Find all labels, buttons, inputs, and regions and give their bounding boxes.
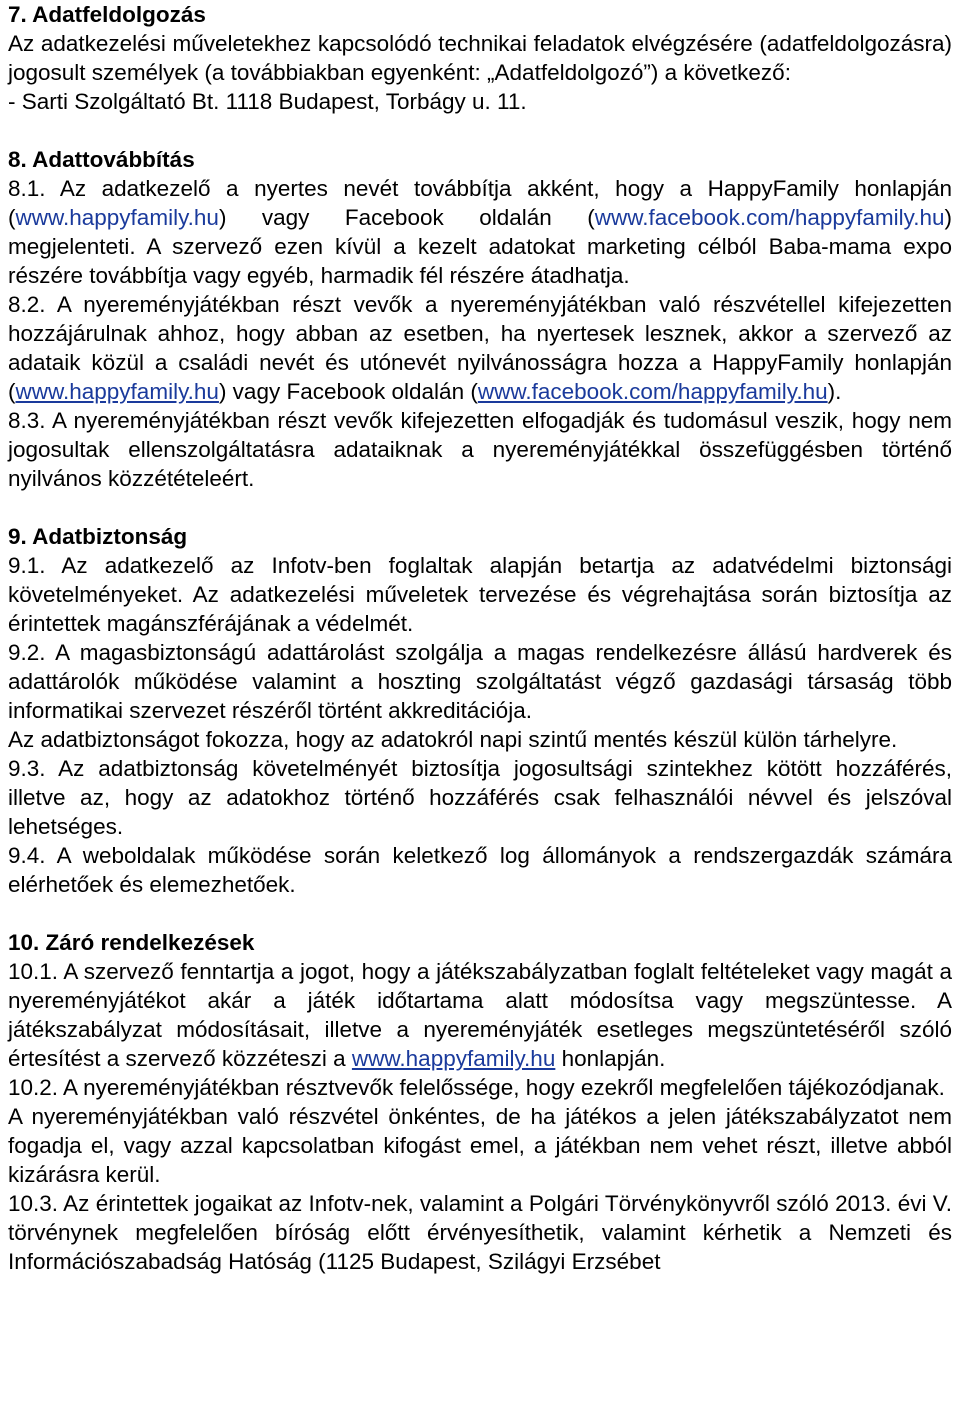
- text-segment: 8.1. Az adatkezelő a nyertes nevét továbbítja akként, hogy a HappyFamily honlapján (: [8, 176, 952, 230]
- document-page: [8, 0, 952, 1276]
- section-8-3-paragraph: 8.3. A nyereményjátékban részt vevők kifejezetten elfogadják és tudomásul veszik, hogy nem jogosultak ellenszolgáltatásra adataiknak a nyereményjátékkal összefüggésben történő nyilvános közzétételeért.: [8, 408, 952, 491]
- text-segment: ) vagy Facebook oldalán (: [218, 379, 478, 404]
- section-9-2-backup-paragraph: Az adatbiztonságot fokozza, hogy az adatokról napi szintű mentés készül külön tárhelyre.: [8, 727, 898, 752]
- section-8-heading: 8. Adattovábbítás: [8, 147, 195, 172]
- section-10-3-paragraph: 10.3. Az érintettek jogaikat az Infotv-nek, valamint a Polgári Törvénykönyvről szóló 2013. évi V. törvénynek megfelelően bíróság előtt érvényesíthetik, valamint kérhetik a Nemzeti és Információszabadság Hatóság (1125 Budapest, Szilágyi Erzsébet: [8, 1191, 952, 1274]
- section-7-paragraph: Az adatkezelési műveletekhez kapcsolódó technikai feladatok elvégzésére (adatfeldolgozásra) jogosult személyek (a továbbiakban egyenként: „Adatfeldolgozó”) a következő:: [8, 31, 952, 85]
- happyfamily-link[interactable]: www.happyfamily.hu: [351, 1046, 556, 1071]
- section-9-3-paragraph: 9.3. Az adatbiztonság követelményét biztosítja jogosultsági szintekhez kötött hozzáférés, illetve az, hogy az adatokhoz történő hozzáférés csak felhasználói névvel és jelszóval lehetséges.: [8, 756, 952, 839]
- section-9-1-paragraph: 9.1. Az adatkezelő az Infotv-ben foglaltak alapján betartja az adatvédelmi biztonsági követelményeket. Az adatkezelési műveletek tervezése és végrehajtása során biztosítja az érintettek magánszférájának a védelmét.: [8, 553, 952, 636]
- section-7-processor-item: - Sarti Szolgáltató Bt. 1118 Budapest, Torbágy u. 11.: [8, 89, 527, 114]
- text-segment: 8.2. A nyereményjátékban részt vevők a nyereményjátékban való részvétellel kifejezetten hozzájárulnak ahhoz, hogy abban az esetben, ha nyertesek lesznek, akkor a szervező az adataik közül a családi nevét és utónevét nyilvánosságra hozza a HappyFamily honlapján (: [8, 292, 952, 404]
- section-7-heading: 7. Adatfeldolgozás: [8, 2, 206, 27]
- facebook-link[interactable]: www.facebook.com/happyfamily.hu: [594, 205, 945, 230]
- section-10-heading: 10. Záró rendelkezések: [8, 930, 255, 955]
- text-segment: ) vagy Facebook oldalán (: [218, 205, 595, 230]
- section-8-2-paragraph: [8, 290, 952, 406]
- section-8-1-paragraph: [8, 174, 952, 290]
- spacer: [8, 899, 952, 928]
- section-9-2-paragraph: 9.2. A magasbiztonságú adattárolást szolgálja a magas rendelkezésre állású hardverek és adattárolók működése valamint a hoszting szolgáltatást végző gazdasági társaság több informatikai szervezet részéről történt akkreditációja.: [8, 640, 952, 723]
- happyfamily-link[interactable]: www.happyfamily.hu: [15, 379, 219, 404]
- spacer: [8, 116, 952, 145]
- section-9-4-paragraph: 9.4. A weboldalak működése során keletkező log állományok a rendszergazdák számára elérhetőek és elemezhetőek.: [8, 843, 952, 897]
- text-segment: honlapján.: [555, 1046, 666, 1071]
- text-segment: 10.1. A szervező fenntartja a jogot, hogy a játékszabályzatban foglalt feltételeket vagy magát a nyereményjátékot akár a játék időtartama alatt módosítsa vagy megszüntesse. A játékszabályzat módosításait, illetve a nyereményjáték esetleges megszüntetéséről szóló értesítést a szervező közzéteszi a: [8, 959, 952, 1071]
- section-9-heading: 9. Adatbiztonság: [8, 524, 188, 549]
- text-segment: ).: [827, 379, 842, 404]
- section-10-2-participation-paragraph: A nyereményjátékban való részvétel önkéntes, de ha játékos a jelen játékszabályzatot nem fogadja el, vagy azzal kapcsolatban kifogást emel, a játékban nem vehet részt, illetve abból kizárásra kerül.: [8, 1104, 952, 1187]
- section-10-1-paragraph: [8, 957, 952, 1073]
- facebook-link[interactable]: www.facebook.com/happyfamily.hu: [477, 379, 828, 404]
- spacer: [8, 493, 952, 522]
- text-segment: ) megjelenteti. A szervező ezen kívül a kezelt adatokat marketing célból Baba-mama expo részére továbbítja vagy egyéb, harmadik fél részére átadhatja.: [8, 205, 952, 288]
- happyfamily-link[interactable]: www.happyfamily.hu: [15, 205, 219, 230]
- section-10-2-paragraph: 10.2. A nyereményjátékban résztvevők felelőssége, hogy ezekről megfelelően tájékozódjanak.: [8, 1075, 945, 1100]
